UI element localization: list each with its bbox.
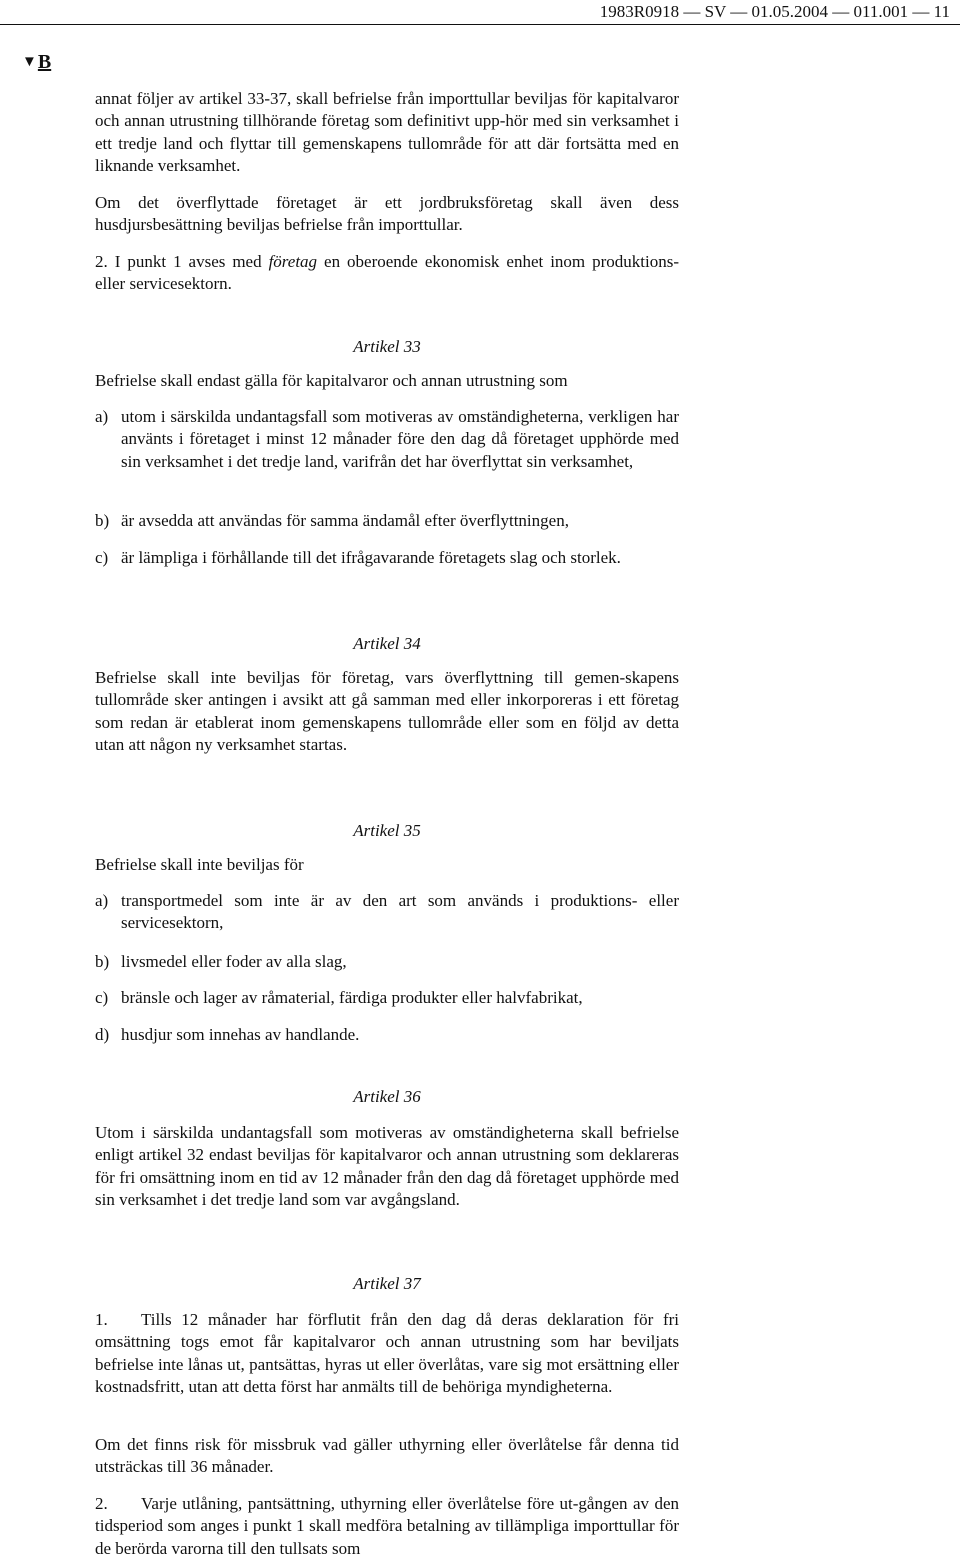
paragraph-number: 2.	[95, 1494, 108, 1513]
article-33-lead: Befrielse skall endast gälla för kapitalvaror och annan utrustning som	[95, 371, 568, 390]
item-text: transportmedel som inte är av den art som används i produktions- eller servicesektorn,	[121, 891, 679, 933]
item-label: c)	[95, 988, 109, 1007]
paragraph-number: 2.	[95, 252, 108, 271]
article-36-title: Artikel 36	[353, 1087, 421, 1106]
paragraph-number: 1.	[95, 1310, 108, 1329]
defined-term: företag	[268, 252, 318, 271]
article-35-item-d	[95, 1024, 679, 1046]
article-35-item-b	[95, 951, 679, 973]
item-text: livsmedel eller foder av alla slag,	[121, 952, 347, 971]
article-36-text: Utom i särskilda undantagsfall som motiveras av omständigheterna skall befrielse enligt artikel 32 endast beviljas för kapitalvaror och annan utrustning som deklareras för fri omsättning inom en tid av 12 månader från den dag då företaget upphörde med sin verksamhet i det tredje land som var avgångsland.	[95, 1123, 679, 1210]
item-text: utom i särskilda undantagsfall som motiveras av omständigheterna, verkligen har använts i företaget i minst 12 månader före den dag då företaget upphörde med sin verksamhet i det tredje land, varifrån det har överflyttat sin verksamhet,	[121, 407, 679, 471]
item-label: a)	[95, 891, 109, 910]
article-37-paragraph-3: 2. Varje utlåning, pantsättning, uthyrning eller överlåtelse före ut-gången av den tidsperiod som anges i punkt 1 skall medföra betalning av tillämpliga importtullar för de berörda varorna till den tullsats som	[95, 1494, 679, 1558]
article-37-paragraph-2: Om det finns risk för missbruk vad gäller uthyrning eller överlåtelse får denna tid utsträckas till 36 månader.	[95, 1435, 679, 1477]
item-label: a)	[95, 407, 109, 426]
item-text: husdjur som innehas av handlande.	[121, 1025, 360, 1044]
article-37-title: Artikel 37	[353, 1274, 421, 1293]
document-reference: 1983R0918 — SV — 01.05.2004 — 011.001 — 11	[599, 2, 950, 21]
article-34-title: Artikel 34	[353, 634, 421, 653]
marker-label: B	[37, 51, 52, 73]
intro-paragraph-3: 2. I punkt 1 avses med företag en oberoende ekonomisk enhet inom produktions- eller servicesektorn.	[95, 252, 679, 294]
article-33-title: Artikel 33	[353, 337, 421, 356]
item-label: c)	[95, 548, 109, 567]
item-label: d)	[95, 1025, 110, 1044]
article-35-item-c	[95, 987, 679, 1009]
item-label: b)	[95, 511, 110, 530]
amendment-marker	[22, 52, 51, 72]
page-header	[0, 0, 960, 25]
article-35-item-a	[95, 890, 679, 935]
item-text: är avsedda att användas för samma ändamål efter överflyttningen,	[121, 511, 569, 530]
article-33-item-c	[95, 547, 679, 569]
article-34-text: Befrielse skall inte beviljas för företag, vars överflyttning till gemen-skapens tullområde sker antingen i avsikt att gå samman med eller inkorporeras i ett företag som redan är etablerat inom gemenskapens tullområde eller som en följd av detta utan att någon ny verksamhet startas.	[95, 668, 679, 755]
intro-paragraph-1: annat följer av artikel 33-37, skall befrielse från importtullar beviljas för kapitalvaror och annan utrustning tillhörande företag som definitivt upp-hör med sin verksamhet i ett tredje land och flyttar till gemenskapens tullområde för att där fortsätta med en liknande verksamhet.	[95, 89, 679, 176]
item-text: är lämpliga i förhållande till det ifrågavarande företagets slag och storlek.	[121, 548, 621, 567]
item-text: bränsle och lager av råmaterial, färdiga produkter eller halvfabrikat,	[121, 988, 583, 1007]
intro-paragraph-2: Om det överflyttade företaget är ett jordbruksföretag skall även dess husdjursbesättning beviljas befrielse från importtullar.	[95, 193, 679, 235]
article-35-lead: Befrielse skall inte beviljas för	[95, 855, 304, 874]
item-label: b)	[95, 952, 110, 971]
triangle-down-icon: ▼	[22, 54, 37, 70]
article-37-paragraph-1: 1. Tills 12 månader har förflutit från den dag då deras deklaration för fri omsättning togs emot får kapitalvaror och annan utrustning som har beviljats befrielse inte lånas ut, pantsättas, hyras ut eller överlåtas, vare sig mot ersättning eller kostnadsfritt, utan att detta först har anmälts till de behöriga myndigheterna.	[95, 1310, 679, 1397]
article-33-item-b	[95, 510, 679, 532]
article-35-title: Artikel 35	[353, 821, 421, 840]
article-33-item-a	[95, 406, 679, 473]
